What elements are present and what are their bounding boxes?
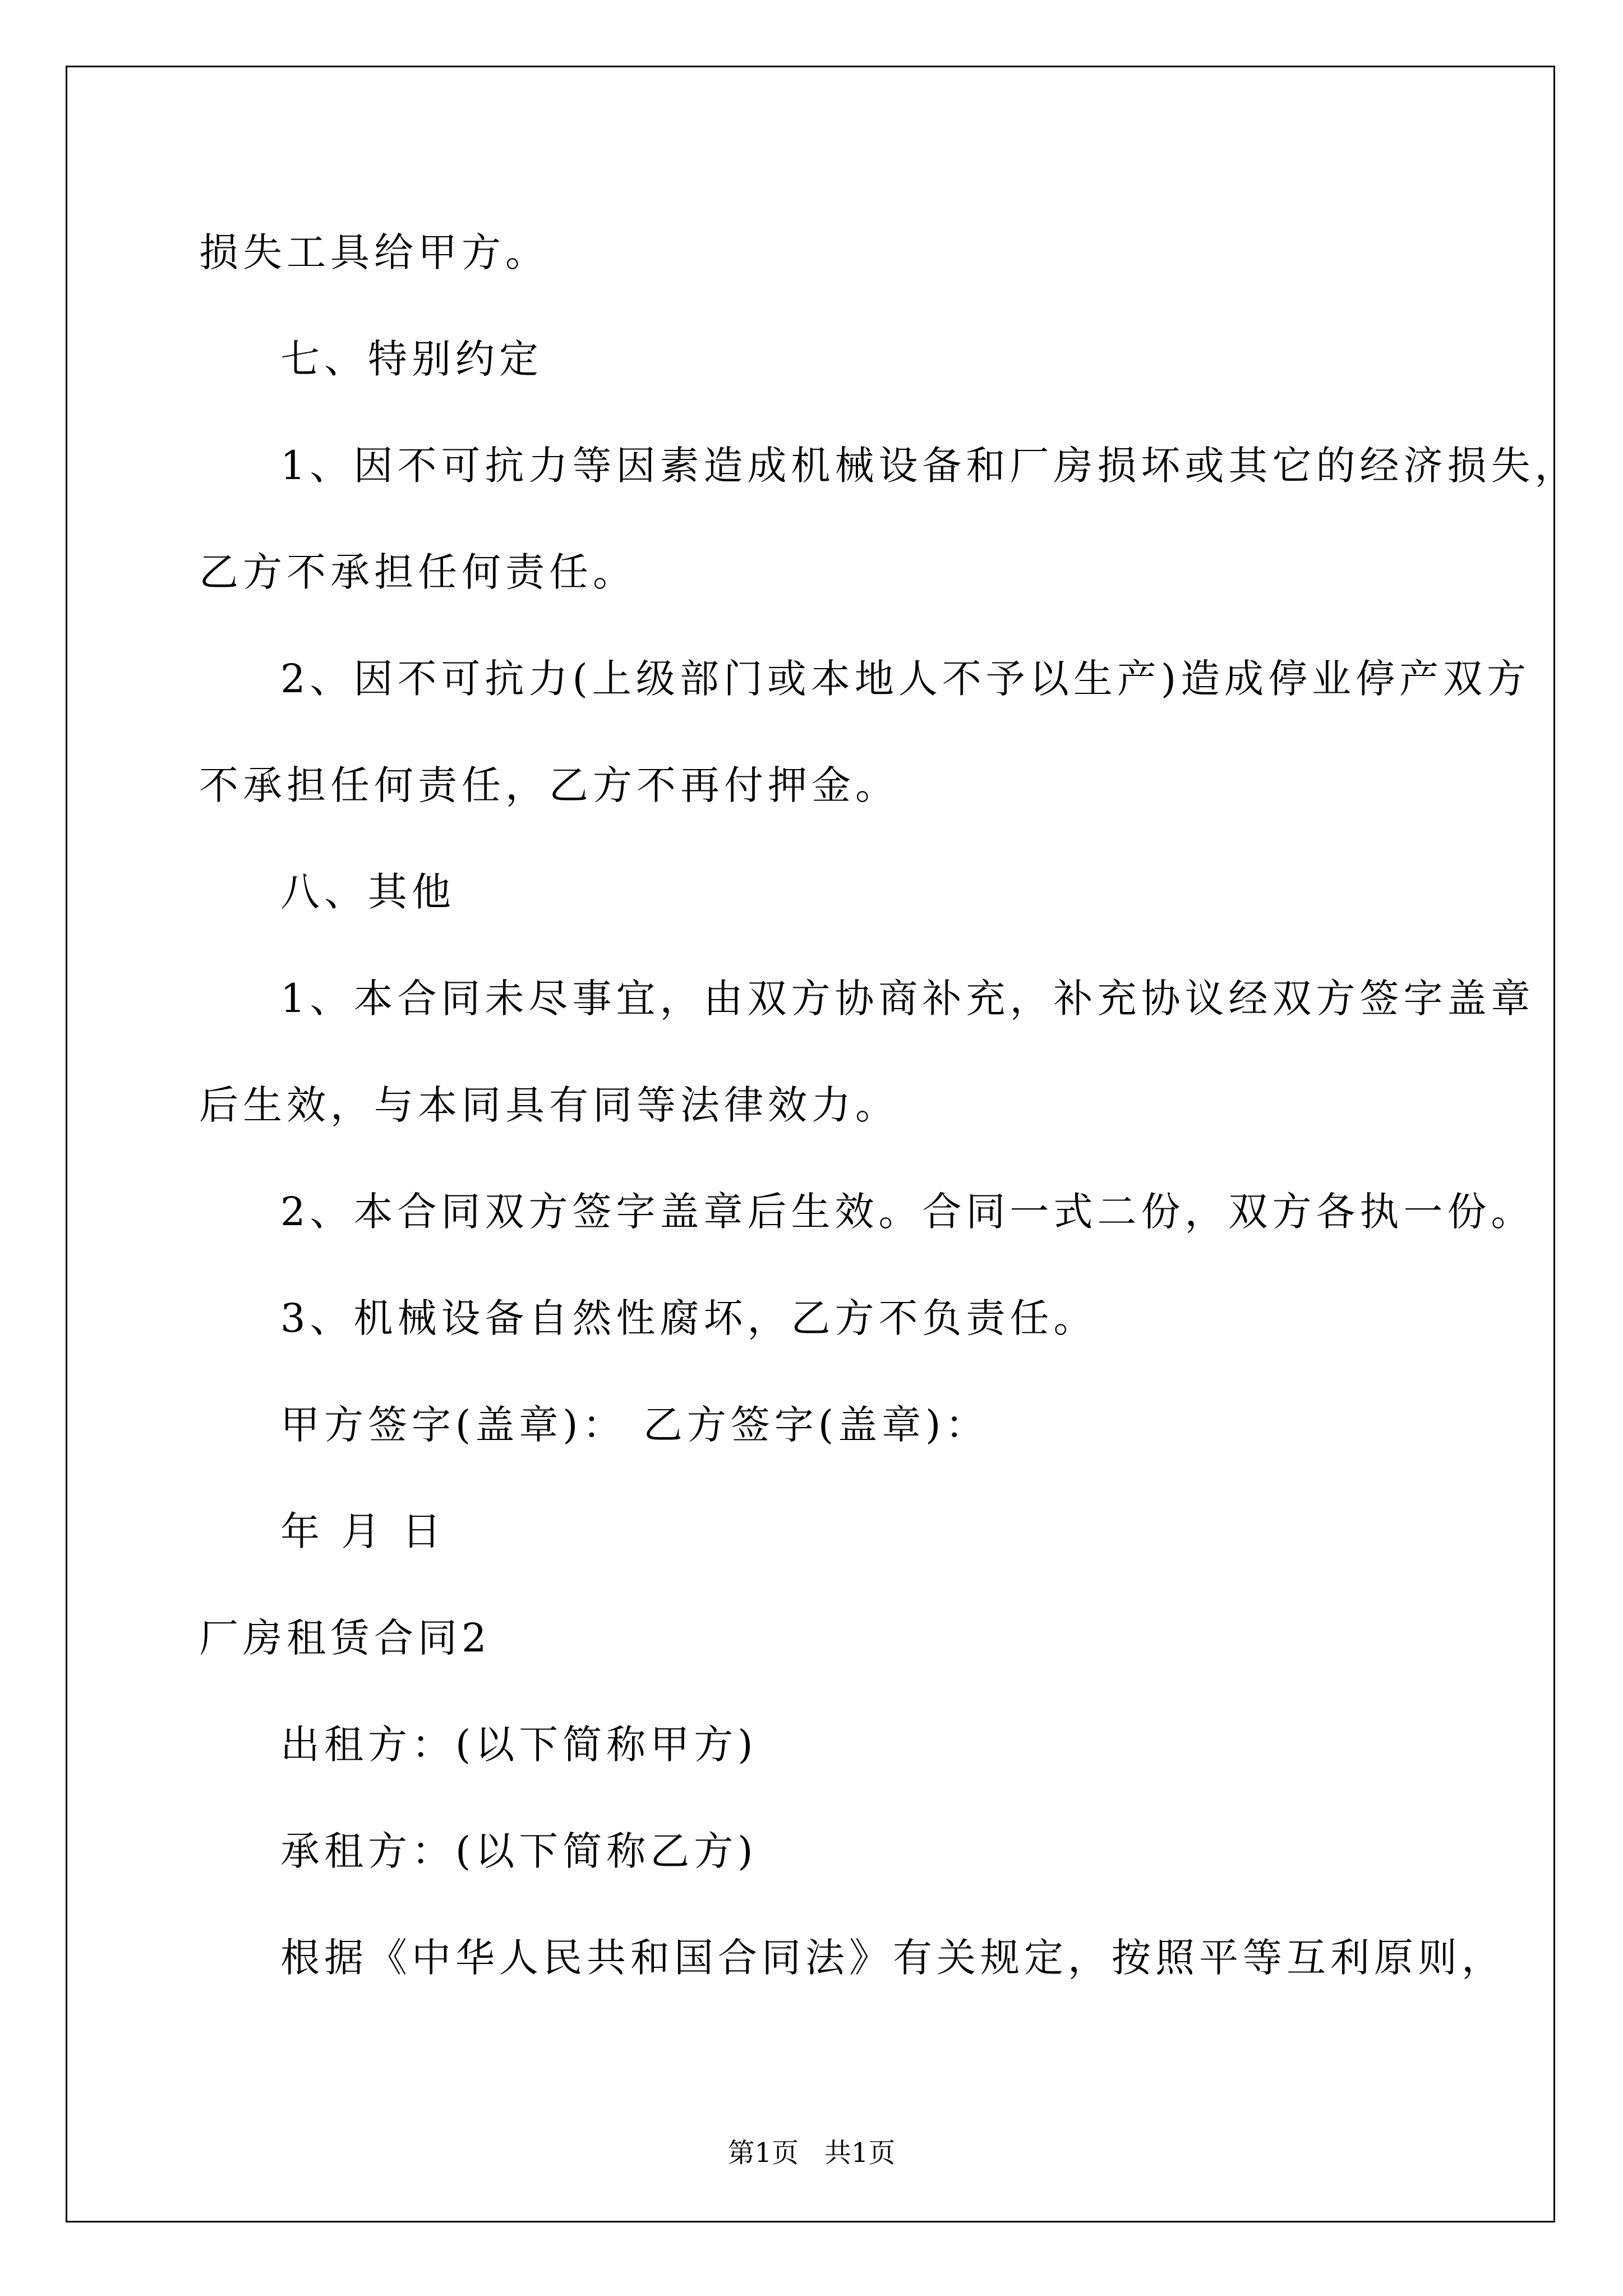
page-number: 第1页 共1页	[727, 2137, 896, 2169]
text-line: 1、本合同未尽事宜，由双方协商补充，补充协议经双方签字盖章	[280, 976, 1535, 1022]
text-line: 损失工具给甲方。	[199, 229, 549, 275]
document-title: 厂房租赁合同2	[199, 1615, 491, 1661]
text-line: 乙方不承担任何责任。	[199, 549, 637, 595]
text-line: 根据《中华人民共和国合同法》有关规定，按照平等互利原则，	[280, 1935, 1505, 1981]
section-heading: 八、其他	[280, 869, 455, 915]
text-line: 不承担任何责任，乙方不再付押金。	[199, 762, 899, 808]
text-line: 1、因不可抗力等因素造成机械设备和厂房损坏或其它的经济损失，	[280, 443, 1579, 489]
text-line: 出租方：(以下简称甲方)	[280, 1722, 758, 1768]
section-heading: 七、特别约定	[280, 336, 543, 382]
text-line: 承租方：(以下简称乙方)	[280, 1828, 758, 1874]
text-line: 后生效，与本同具有同等法律效力。	[199, 1082, 899, 1128]
text-line: 2、因不可抗力(上级部门或本地人不予以生产)造成停业停产双方	[280, 656, 1531, 702]
text-line: 2、本合同双方签字盖章后生效。合同一式二份，双方各执一份。	[280, 1189, 1535, 1235]
signature-line: 甲方签字(盖章)： 乙方签字(盖章)：	[280, 1402, 989, 1448]
page-border	[66, 66, 1555, 2223]
text-line: 3、机械设备自然性腐坏，乙方不负责任。	[280, 1295, 1098, 1341]
date-line: 年 月 日	[280, 1508, 446, 1554]
